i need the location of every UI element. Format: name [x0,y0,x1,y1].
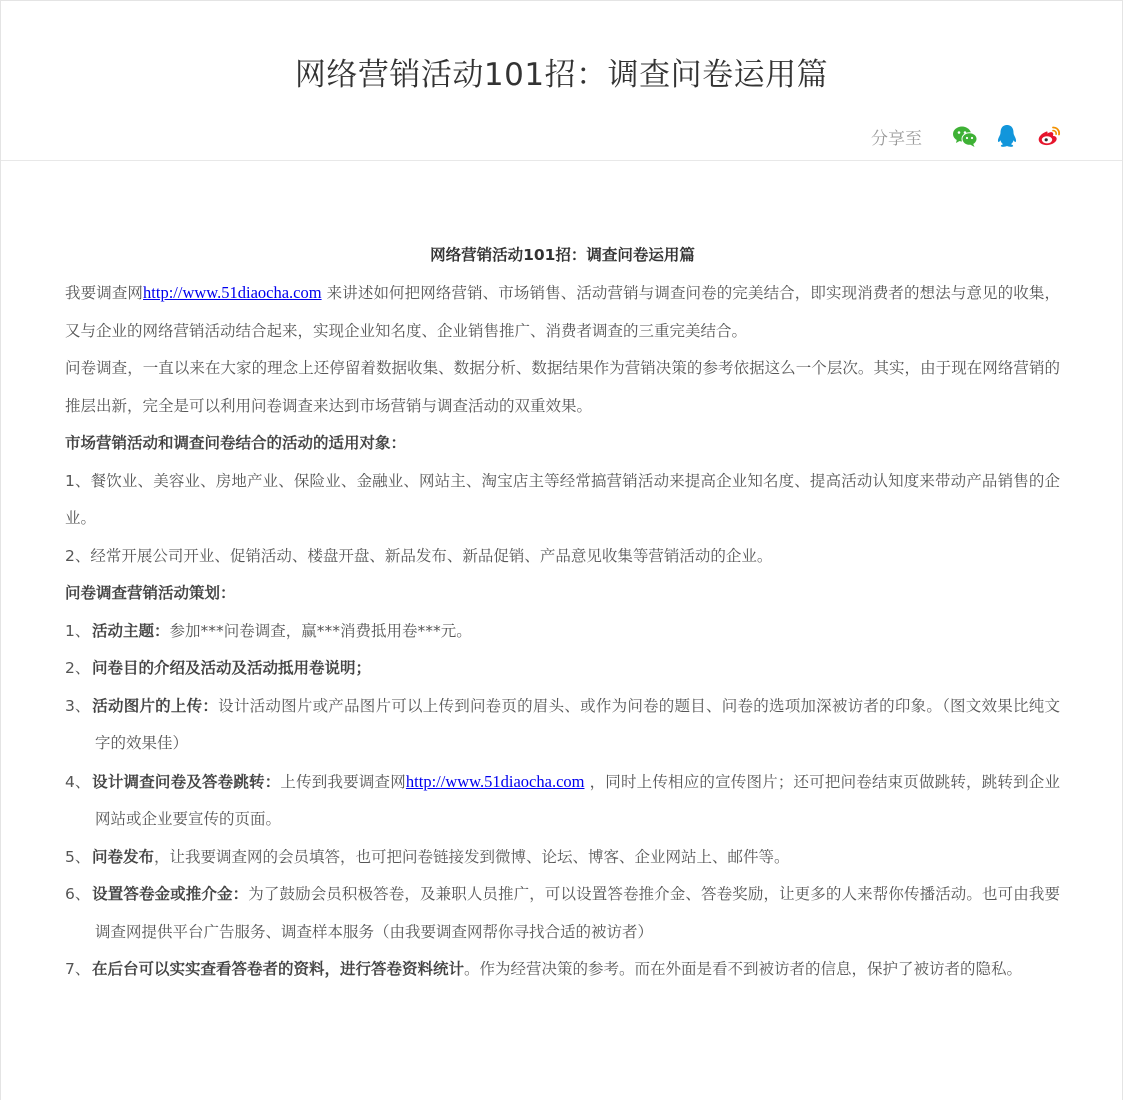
item-text-pre: 上传到我要调查网 [280,772,406,791]
item-text: 设计活动图片或产品图片可以上传到问卷页的眉头、或作为问卷的题目、问卷的选项加深被访者的印象。（图文效果比纯文字的效果佳） [95,696,1060,752]
page-title: 网络营销活动101招：调查问卷运用篇 [294,57,829,93]
item-number: 7、 [65,960,91,978]
list-item [65,876,1060,951]
item-number: 5、 [65,847,91,866]
site-link[interactable]: http://www.51diaocha.com [143,283,322,302]
item-number: 3、 [65,696,91,715]
item-number: 6、 [65,885,91,903]
intro-text-post: 来讲述如何把网络营销、市场销售、活动营销与调查问卷的完美结合，即实现消费者的想法与意见的收集，又与企业的网络营销活动结合起来，实现企业知名度、企业销售推广、消费者调查的三重完美结合。 [65,284,1060,340]
item-bold: 问卷目的介绍及活动及活动抵用卷说明； [92,659,372,677]
item-text: 为了鼓励会员积极答卷，及兼职人员推广，可以设置答卷推介金、答卷奖励，让更多的人来帮你传播活动。也可由我要调查网提供平台广告服务、调查样本服务（由我要调查网帮你寻找合适的被访者） [95,885,1060,941]
article-heading: 网络营销活动101招：调查问卷运用篇 [430,246,695,264]
list-item [65,613,1060,651]
list-item [65,463,1060,538]
item-bold: 活动主题： [92,621,170,640]
item-number: 4、 [65,772,91,791]
item-bold: 设置答卷金或推介金： [92,885,249,903]
qq-icon[interactable] [994,123,1020,149]
item-text: 餐饮业、美容业、房地产业、保险业、金融业、网站主、淘宝店主等经常搞营销活动来提高企业知名度、提高活动认知度来带动产品销售的企业。 [65,471,1060,527]
site-link[interactable]: http://www.51diaocha.com [405,771,585,791]
share-label: 分享至 [871,128,922,149]
list-item [65,538,1060,576]
item-number: 2、 [65,546,91,565]
item-text: 参加***问卷调查，赢***消费抵用卷***元。 [169,621,472,640]
section-heading-planning: 问卷调查营销活动策划： [65,584,236,602]
item-bold: 活动图片的上传： [92,696,219,715]
article-body [65,237,1060,989]
list-item [65,839,1060,877]
paragraph-2: 问卷调查，一直以来在大家的理念上还停留着数据收集、数据分析、数据结果作为营销决策的参考依据这么一个层次。其实，由于现在网络营销的推层出新，完全是可以利用问卷调查来达到市场营销与调查活动的双重效果。 [65,359,1060,415]
list-item [65,650,1060,688]
section-heading-targets: 市场营销活动和调查问卷结合的活动的适用对象： [65,434,407,452]
item-bold: 在后台可以实实查看答卷者的资料，进行答卷资料统计 [92,960,465,978]
item-number: 1、 [65,621,91,640]
weibo-icon[interactable] [1036,123,1062,149]
wechat-icon[interactable] [952,123,978,149]
share-bar [871,121,1062,151]
article-header [1,1,1122,161]
item-text: 经常开展公司开业、促销活动、楼盘开盘、新品发布、新品促销、产品意见收集等营销活动的企业。 [90,546,773,565]
list-item [65,951,1060,989]
list-item [65,688,1060,763]
item-number: 1、 [65,471,91,490]
intro-text-pre: 我要调查网 [65,284,144,302]
item-text: ，让我要调查网的会员填答，也可把问卷链接发到微博、论坛、博客、企业网站上、邮件等。 [154,847,790,866]
item-bold: 设计调查问卷及答卷跳转： [92,772,281,791]
item-bold: 问卷发布 [92,847,155,866]
item-number: 2、 [65,659,91,677]
list-item [65,763,1060,839]
item-text: 。作为经营决策的参考。而在外面是看不到被访者的信息，保护了被访者的隐私。 [464,960,1023,978]
item-text-post: ，同时上传相应的宣传图片；还可把问卷结束页做跳转，跳转到企业网站或企业要宣传的页面。 [95,772,1060,828]
intro-paragraph [65,274,1060,350]
